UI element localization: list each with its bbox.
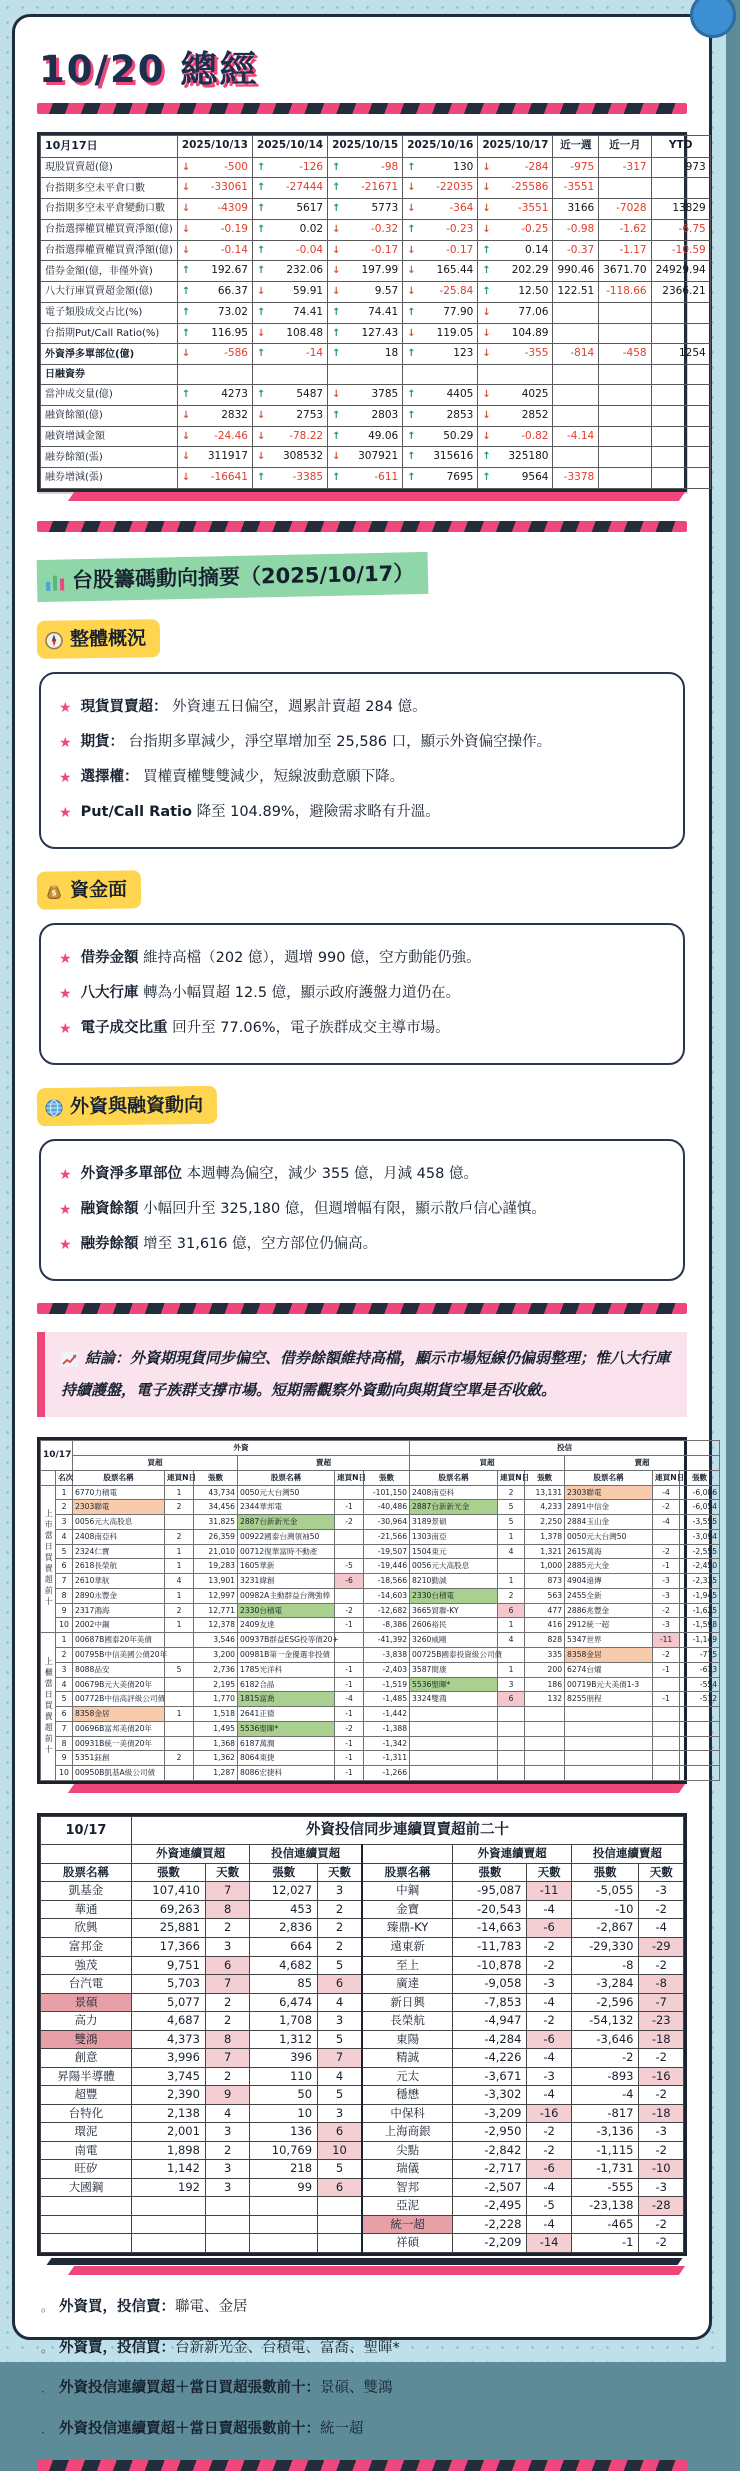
summary-bullet: ★ 借券金額 維持高檔（202 億），週增 990 億，空方動能仍強。 (59, 948, 665, 970)
bar-chart-icon (45, 572, 65, 596)
table-row: 電子類股成交占比(%) ↑ 73.02 ↑ 74.41 ↑ 74.41 ↑ 77.90 ↓ 77.06 (41, 302, 711, 323)
table-row: 祥碩 -2,209 -14 -1 -2 (41, 2234, 684, 2253)
table-row: 強茂 9,751 6 4,682 5 至上 -10,878 -2 -8 -2 (41, 1956, 684, 1975)
chart-up-icon (61, 1349, 78, 1377)
table-row: 上櫃當日買賣超前十 1 00687B國泰20年美債 3,546 00937B群益ESG投等債20+ -41,392 3260威剛 4 828 5347世界 -11 -1,149 (41, 1633, 720, 1648)
table-row: 南電 1,898 2 10,769 10 尖點 -2,842 -2 -1,115 -2 (41, 2141, 684, 2160)
section-heading-foreign (37, 1085, 218, 1126)
table-row: 8 00931B統一美債20年 1,368 6187萬潤 -1 -1,342 (41, 1736, 720, 1751)
section-heading-overview (37, 619, 161, 659)
table-header-row: 股票名稱 張數 天數 張數 天數 股票名稱 張數 天數 張數 天數 (41, 1863, 684, 1882)
table-row: 創意 3,996 7 396 7 精誠 -4,226 -4 -2 -2 (41, 2049, 684, 2068)
table-row: 6 2618長榮航 1 19,283 1605華新 -5 -19,446 0056元大高股息 1,000 2885元大金 -1 -2,450 (41, 1559, 720, 1574)
table-row: 高力 4,687 2 1,708 3 長榮航 -4,947 -2 -54,132 -23 (41, 2012, 684, 2031)
bullet-marker-icon: 。 (41, 2300, 53, 2314)
table-row: 9 2317鴻海 2 12,771 2330台積電 -2 -12,682 3665貿聯-KY 6 477 2886兆豐金 -2 -1,625 (41, 1603, 720, 1618)
summary-bullet: ★ Put/Call Ratio 降至 104.89%，避險需求略有升溫。 (59, 802, 665, 824)
footer-note: 。 外資賣，投信買：台新新光金、台積電、富喬、聖暉* (41, 2338, 683, 2360)
star-icon: ★ (59, 983, 72, 1005)
table-shadow-bar-dark (47, 2258, 682, 2265)
table-row: 4 00679B元大美債20年 2,195 6182合晶 -1 -1,519 5536聖暉* 3 186 00719B元大美債1-3 -554 (41, 1677, 720, 1692)
table-row: 超豐 2,390 9 50 5 穩懋 -3,302 -4 -4 -2 (41, 2086, 684, 2105)
table-row: 外資淨多單部位(億) ↓ -586 ↑ -14 ↑ 18 ↑ 123 ↓ -355 -814 -458 1254 (41, 344, 711, 365)
table-row: 5 00772B中信高評級公司債 1,770 1815富喬 -4 -1,485 3324雙鴻 6 132 8255朋程 -1 -512 (41, 1692, 720, 1707)
star-icon: ★ (59, 802, 72, 824)
conclusion-box (37, 1332, 687, 1418)
macro-table-frame (37, 132, 687, 492)
table-shadow-bar (68, 2266, 685, 2275)
summary-bullet: ★ 外資淨多單部位 本週轉為偏空，減少 355 億，月減 458 億。 (59, 1164, 665, 1186)
summary-bullet: ★ 電子成交比重 回升至 77.06%，電子族群成交主導市場。 (59, 1018, 665, 1040)
table-row: 八大行庫買賣超金額(億) ↑ 66.37 ↓ 59.91 ↓ 9.57 ↓ -25.84 ↑ 12.50 122.51 -118.66 2366.21 (41, 282, 711, 303)
table-row: 8 2890永豐金 1 12,997 00982A主動群益台灣強棒 -14,603 2330台積電 2 563 2455全新 -3 -1,945 (41, 1588, 720, 1603)
table-row: 3 8088品安 5 2,736 1785光洋科 -1 -2,403 3587閎康 1 200 6274台燿 -1 -613 (41, 1662, 720, 1677)
stripe-divider (37, 521, 687, 532)
table-row: 台指選擇權賣權買賣淨額(億) ↓ -0.14 ↑ -0.04 ↓ -0.17 ↓ -0.17 ↑ 0.14 -0.37 -1.17 -10.59 (41, 240, 711, 261)
summary-bullet: ★ 現貨買賣超： 外資連五日偏空，週累計賣超 284 億。 (59, 697, 665, 719)
table-row: 環泥 2,001 3 136 6 上海商銀 -2,950 -2 -3,136 -3 (41, 2123, 684, 2142)
table-row: 3 0056元大高股息 31,825 2887台新新光金 -2 -30,964 3189景碩 5 2,250 2884玉山金 -4 -3,555 (41, 1515, 720, 1530)
overview-box (39, 672, 685, 849)
table-header-row: 10/17 外資投信同步連續買賣超前二十 (41, 1816, 684, 1845)
stripe-divider (37, 1303, 687, 1314)
table-row: 欣興 25,881 2 2,836 2 臻鼎-KY -14,663 -6 -2,867 -4 (41, 1919, 684, 1938)
section-funds-label: 資金面 (70, 878, 127, 901)
table-row: 凱基金 107,410 7 12,027 3 中鋼 -95,087 -11 -5,055 -3 (41, 1882, 684, 1901)
stripe-divider (37, 103, 687, 114)
summary-heading-row (37, 554, 687, 620)
sync-top20-table (40, 1816, 684, 2253)
summary-bullet: ★ 融券餘額 增至 31,616 億，空方部位仍偏高。 (59, 1234, 665, 1256)
table-row: 融券增減(張) ↓ -16641 ↑ -3385 ↑ -611 ↑ 7695 ↑ 9564 -3378 (41, 468, 711, 489)
table-row: 亞泥 -2,495 -5 -23,138 -28 (41, 2197, 684, 2216)
table-shadow-bar (68, 1784, 685, 1793)
footer-note: ． 外資投信連續買超＋當日買超張數前十：景碩、雙鴻 (41, 2378, 683, 2400)
section-overview-label: 整體概況 (70, 627, 146, 650)
table-row: 5 2324仁寶 1 21,010 00712復華富時不動產 -19,507 1504東元 4 1,321 2615萬海 -2 -2,555 (41, 1544, 720, 1559)
table-row: 台特化 2,138 4 10 3 中保科 -3,209 -16 -817 -18 (41, 2104, 684, 2123)
table-row: 融資餘額(億) ↓ 2832 ↓ 2753 ↑ 2803 ↑ 2853 ↓ 2852 (41, 405, 711, 426)
summary-bullet: ★ 融資餘額 小幅回升至 325,180 億，但週增幅有限，顯示散戶信心謹慎。 (59, 1199, 665, 1221)
table-row: 當沖成交量(億) ↑ 4273 ↑ 5487 ↓ 3785 ↑ 4405 ↓ 4025 (41, 385, 711, 406)
table-row: 台指期多空未平倉口數 ↓ -33061 ↑ -27444 ↑ -21671 ↓ -22035 ↓ -25586 -3551 (41, 178, 711, 199)
star-icon: ★ (59, 732, 72, 754)
table-row: 景碩 5,077 2 6,474 4 新日興 -7,853 -4 -2,596 -7 (41, 1993, 684, 2012)
svg-text:$: $ (51, 888, 57, 897)
table-row: 2 2303聯電 2 34,456 2344華邦電 -1 -40,486 2887台新新光金 5 4,233 2891中信金 -2 -6,054 (41, 1500, 720, 1515)
table-row: 10 2002中鋼 1 12,378 2409友達 -1 -8,386 2606裕民 1 416 2912統一超 -3 -1,598 (41, 1618, 720, 1633)
money-bag-icon (45, 882, 63, 905)
table-row: 6 8358金居 1 1,518 2641正德 -1 -1,442 (41, 1707, 720, 1722)
table-header-row: 10月17日 2025/10/13 2025/10/14 2025/10/15 2025/10/16 2025/10/17 近一週 近一月 YTD (41, 136, 711, 158)
summary-bullet: ★ 選擇權： 買權賣權雙雙減少，短線波動意願下降。 (59, 767, 665, 789)
daily-top10-table (40, 1440, 720, 1781)
table-row: 台汽電 5,703 7 85 6 廣達 -9,058 -3 -3,284 -8 (41, 1975, 684, 1994)
table-row: 華通 69,263 8 453 2 金寶 -20,543 -4 -10 -2 (41, 1900, 684, 1919)
table-row: 9 5351鈺創 2 1,362 8064東捷 -1 -1,311 (41, 1751, 720, 1766)
funds-box (39, 923, 685, 1065)
star-icon: ★ (59, 767, 72, 789)
bullet-marker-icon: ． (41, 2422, 53, 2436)
star-icon: ★ (59, 1234, 72, 1256)
table-header-row: 名次 股票名稱 連買N日 張數 股票名稱 連買N日 張數 股票名稱 連買N日 張數 股票名稱 連買N日 張數 (41, 1470, 720, 1485)
section-foreign (37, 1087, 687, 1281)
table-row: 10 00950B凱基A級公司債 1,287 8086宏捷科 -1 -1,266 (41, 1766, 720, 1781)
report-card (12, 14, 712, 2340)
bullet-marker-icon: ． (41, 2381, 53, 2395)
table-row: 富邦金 17,366 3 664 2 遠東新 -11,783 -2 -29,330 -29 (41, 1938, 684, 1957)
compass-icon (45, 631, 63, 654)
conclusion-text: 外資期現貨同步偏空、借券餘額維持高檔，顯示市場短線仍偏弱整理；惟八大行庫持續護盤，電子族群支撐市場。短期需觀察外資動向與期貨空單是否收斂。 (61, 1349, 670, 1399)
star-icon: ★ (59, 697, 72, 719)
table-row: 統一超 -2,228 -4 -465 -2 (41, 2215, 684, 2234)
table-row: 7 2610華航 4 13,901 3231緯創 -6 -18,566 8210勤誠 1 873 4904遠傳 -3 -2,335 (41, 1574, 720, 1589)
section-funds (37, 871, 687, 1065)
table-row: 2 00795B中信美國公債20年 3,200 00981B第一金優選非投債 -3,838 00725B國泰投資級公司債 335 8358金居 -2 -775 (41, 1647, 720, 1662)
footer-notes (41, 2297, 683, 2441)
table-header-row: 外資連續買超 投信連續買超 外資連續賣超 投信連續賣超 (41, 1845, 684, 1864)
table-row: 4 2408南亞科 2 26,359 00922國泰台灣領袖50 -21,566 1303南亞 1 1,378 0050元大台灣50 -3,094 (41, 1529, 720, 1544)
table-header-row: 10/17 外資 投信 (41, 1441, 720, 1456)
table-row: 7 00696B富邦美債20年 1,495 5536聖暉* -2 -1,388 (41, 1721, 720, 1736)
table-row: 雙鴻 4,373 8 1,312 5 東陽 -4,284 -6 -3,646 -18 (41, 2030, 684, 2049)
table-row: 現股買賣超(億) ↓ -500 ↑ -126 ↑ -98 ↑ 130 ↓ -284 -975 -317 973 (41, 157, 711, 178)
table-row: 融券餘額(張) ↓ 311917 ↓ 308532 ↓ 307921 ↑ 315616 ↑ 325180 (41, 447, 711, 468)
footer-note: ． 外資投信連續賣超＋當日賣超張數前十：統一超 (41, 2419, 683, 2441)
section-foreign-label: 外資與融資動向 (70, 1094, 203, 1118)
star-icon: ★ (59, 948, 72, 970)
summary-heading-label: 台股籌碼動向摘要（2025/10/17） (72, 561, 415, 592)
section-overview (37, 620, 687, 849)
table-row: 上市當日買賣超前十 1 6770力積電 1 43,734 0050元大台灣50 -101,150 2408南亞科 2 13,131 2303聯電 -4 -6,086 (41, 1485, 720, 1500)
bullet-marker-icon: 。 (41, 2341, 53, 2355)
corner-sticker-icon (690, 0, 736, 38)
star-icon: ★ (59, 1018, 72, 1040)
macro-summary-table (40, 135, 711, 489)
summary-heading (37, 552, 429, 602)
table-shadow-bar (68, 492, 685, 501)
table-row: 台指期Put/Call Ratio(%) ↑ 116.95 ↓ 108.48 ↑ 127.43 ↓ 119.05 ↓ 104.89 (41, 323, 711, 344)
globe-icon (45, 1099, 63, 1122)
table-row: 融資增減金額 ↓ -24.46 ↓ -78.22 ↑ 49.06 ↑ 50.29 ↓ -0.82 -4.14 (41, 426, 711, 447)
section-heading-funds (37, 870, 142, 909)
page-title: 10/20 總經 (39, 39, 687, 93)
table-row: 大國鋼 192 3 99 6 智邦 -2,507 -4 -555 -3 (41, 2178, 684, 2197)
foreign-box (39, 1139, 685, 1281)
table-header-row: 買超 賣超 買超 賣超 (41, 1456, 720, 1471)
stripe-divider (37, 2460, 687, 2471)
footer-note: 。 外資買，投信賣：聯電、金居 (41, 2297, 683, 2319)
table-row: 台指期多空未平倉變動口數 ↓ -4309 ↑ 5617 ↑ 5773 ↓ -364 ↓ -3551 3166 -7028 13829 (41, 199, 711, 220)
summary-bullet: ★ 八大行庫 轉為小幅買超 12.5 億，顯示政府護盤力道仍在。 (59, 983, 665, 1005)
table-row: 台指選擇權買權買賣淨額(億) ↓ -0.19 ↑ 0.02 ↓ -0.32 ↑ -0.23 ↓ -0.25 -0.98 -1.62 -6.75 (41, 219, 711, 240)
table-row: 昇陽半導體 3,745 2 110 4 元太 -3,671 -3 -893 -16 (41, 2067, 684, 2086)
conclusion-lead: 結論： (85, 1349, 130, 1367)
star-icon: ★ (59, 1199, 72, 1221)
sync-top20-frame (37, 1813, 687, 2256)
table-section-row: 日融資券 (41, 365, 711, 385)
summary-bullet: ★ 期貨： 台指期多單減少，淨空單增加至 25,586 口，顯示外資偏空操作。 (59, 732, 665, 754)
table-row: 借券金額(億，非僅外資) ↑ 192.67 ↑ 232.06 ↓ 197.99 ↓ 165.44 ↑ 202.29 990.46 3671.70 24929.94 (41, 261, 711, 282)
daily-top10-frame (37, 1437, 687, 1784)
star-icon: ★ (59, 1164, 72, 1186)
table-row: 旺矽 1,142 3 218 5 瑞儀 -2,717 -6 -1,731 -10 (41, 2160, 684, 2179)
